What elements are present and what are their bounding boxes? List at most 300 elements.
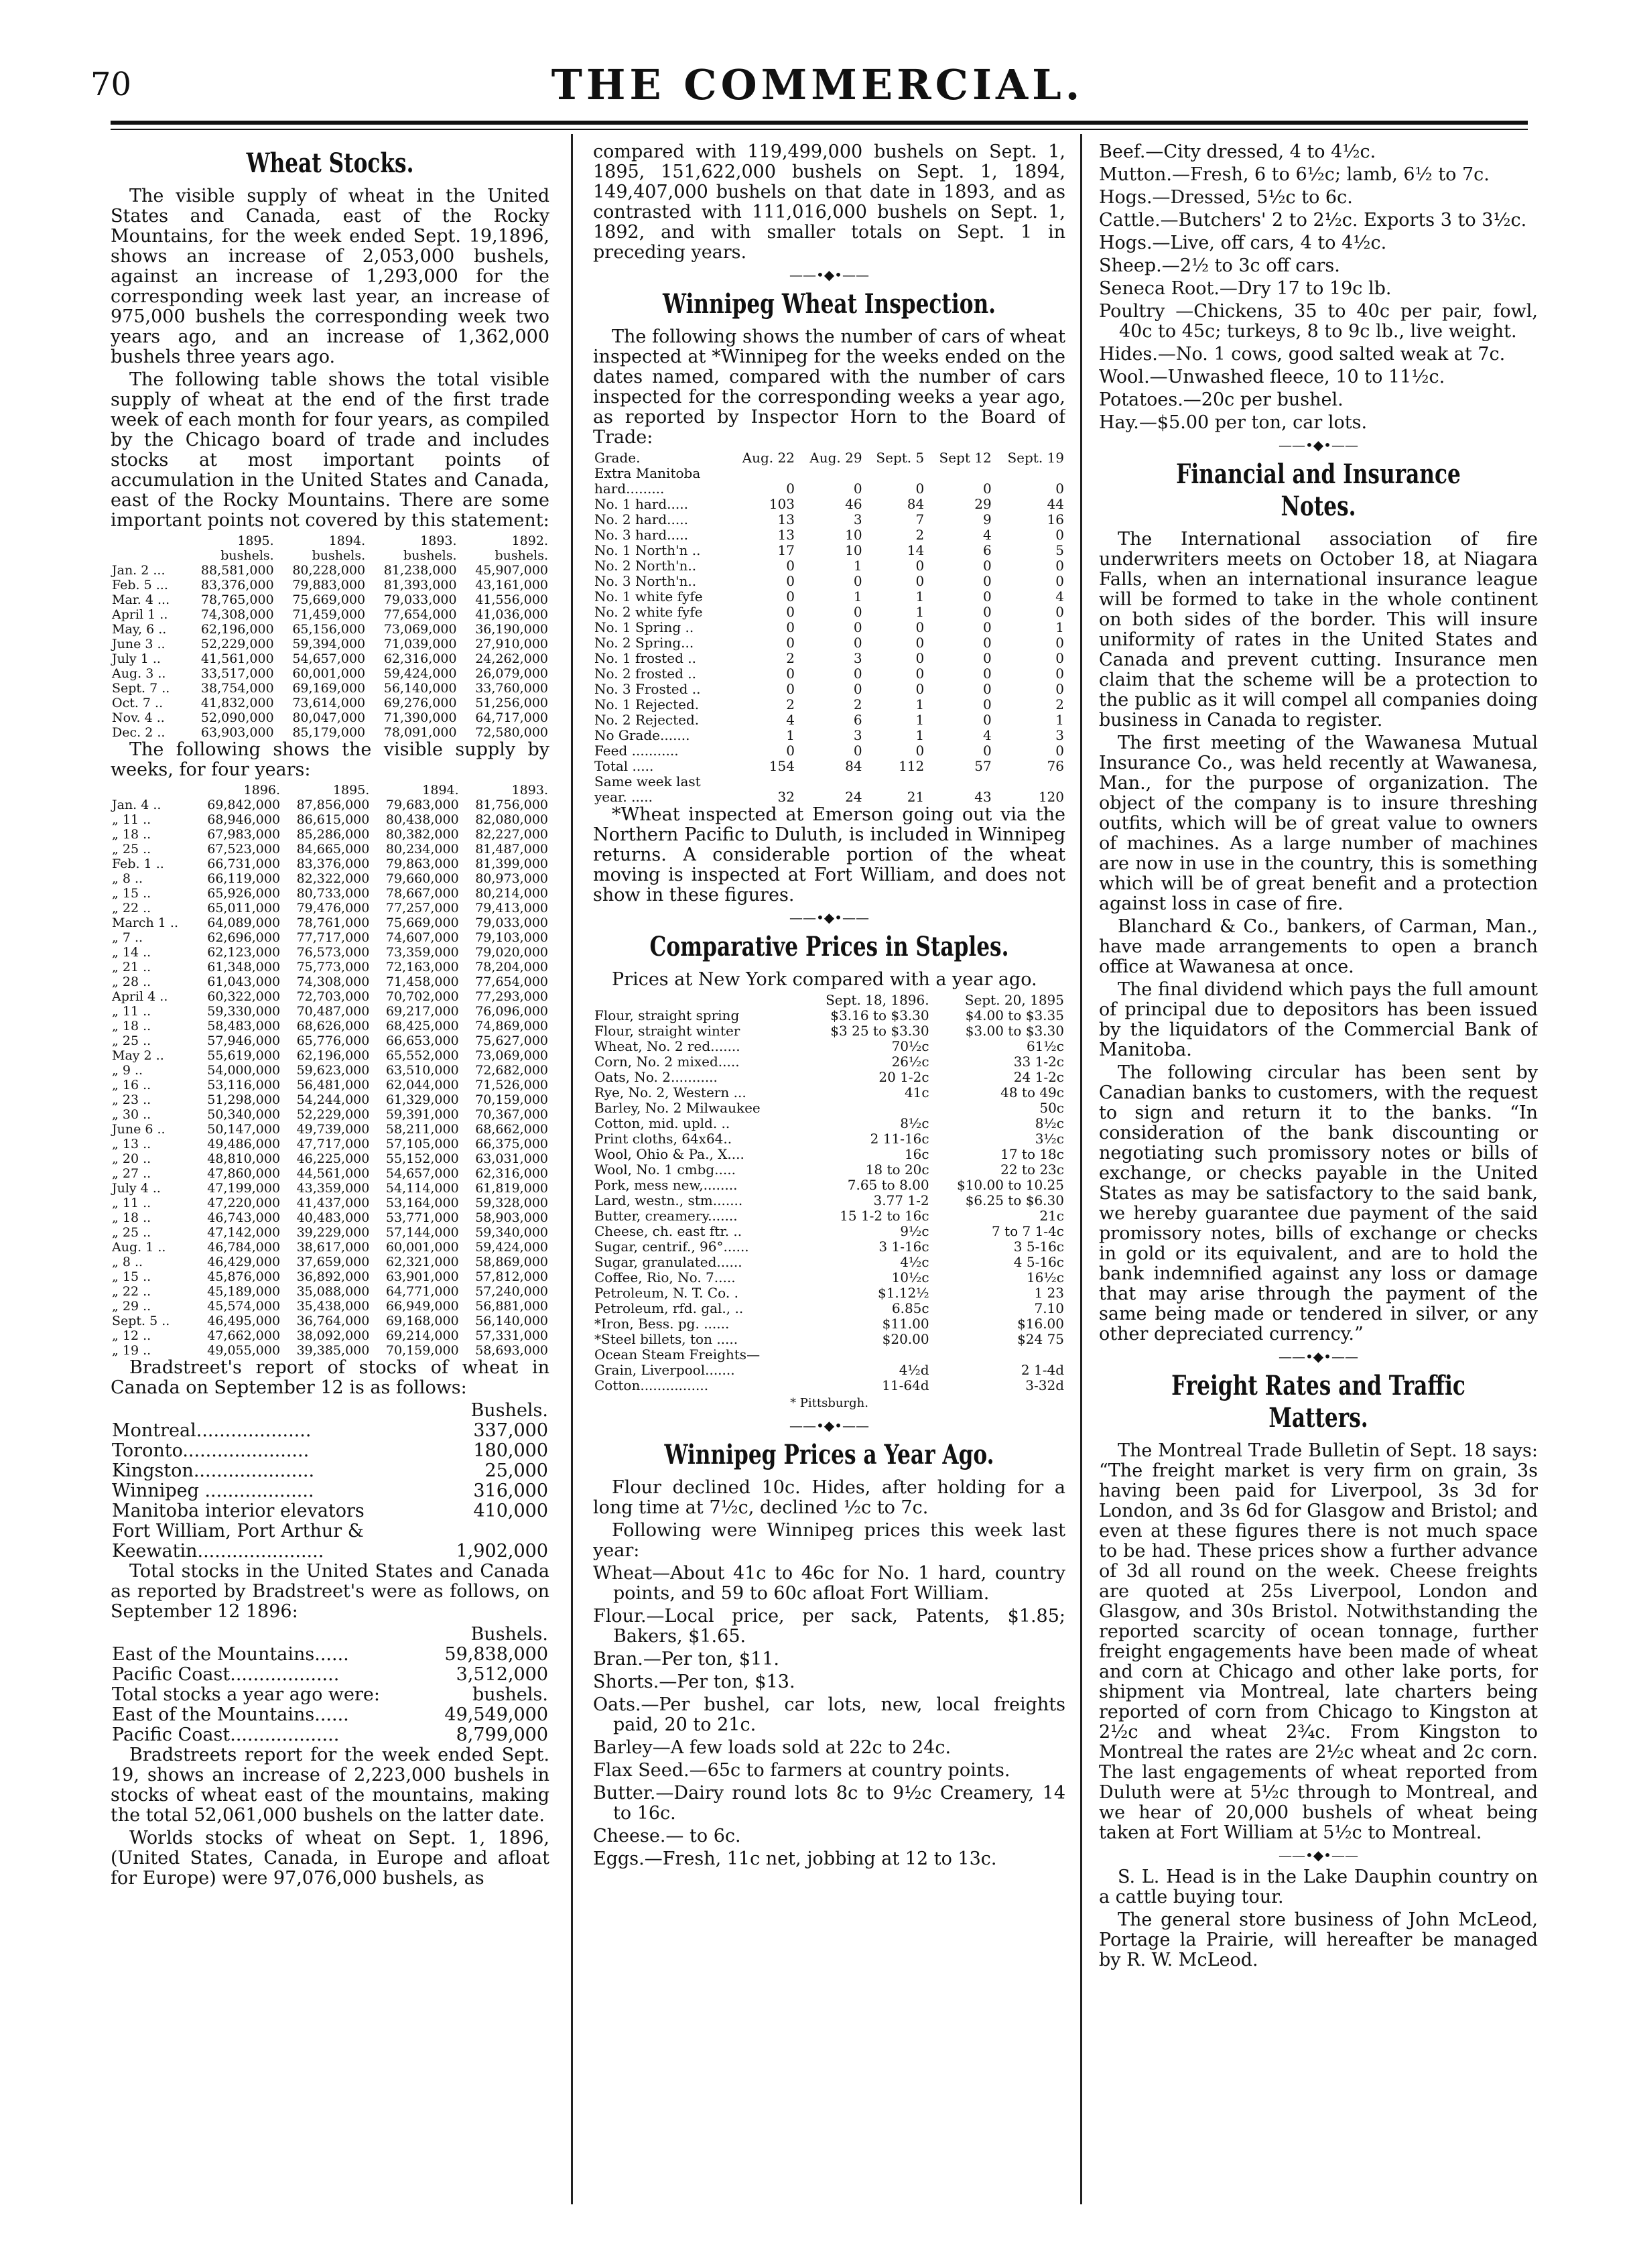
row-label [111, 548, 184, 563]
cell-value: 112 [899, 758, 925, 774]
cell-value: 47,717,000 [296, 1137, 370, 1151]
paragraph: The final dividend which pays the full amount of principal due to depositors has been issued by the liquidators of the Commercial Bank of Manitoba. [1099, 979, 1538, 1060]
cell-value: 78,765,000 [200, 592, 274, 607]
row-label [111, 783, 192, 798]
table-row [111, 681, 549, 696]
cell-value: 77,717,000 [296, 930, 370, 945]
row-label: „ 22 .. [112, 901, 151, 916]
cell-value [931, 1347, 1065, 1363]
cell-value: 1 [915, 696, 925, 712]
cell-value: 0 [915, 481, 925, 497]
table-row [593, 774, 1065, 790]
list-item: Butter.—Dairy round lots 8c to 9½c Creamery, 14 to 16c. [593, 1783, 1065, 1824]
cell-value: 45,189,000 [207, 1284, 281, 1299]
table-row [593, 1008, 1065, 1023]
row-label: Total ..... [594, 758, 654, 774]
cell-value: 73,614,000 [292, 696, 366, 710]
row-label: Grain, Liverpool....... [594, 1362, 735, 1378]
table-row [111, 592, 549, 607]
table-row [593, 1054, 1065, 1070]
cell-value: 8,799,000 [456, 1724, 548, 1745]
row-label: No. 1 Spring .. [594, 619, 694, 635]
cell-value: 27,910,000 [475, 637, 548, 651]
table-row [593, 605, 1065, 620]
cell-value: 0 [786, 558, 795, 574]
cell-value: 69,842,000 [207, 798, 281, 812]
cell-value: 72,580,000 [475, 725, 548, 740]
table-row [111, 857, 549, 871]
row-label: East of the Mountains...... [112, 1704, 349, 1725]
row-label: „ 27 .. [112, 1166, 151, 1181]
row-label [111, 533, 184, 548]
cell-value: 2 1-4d [1021, 1362, 1064, 1378]
cell-value: 3 [1055, 727, 1064, 743]
cell-value: 62,321,000 [385, 1255, 459, 1269]
cell-value [800, 1347, 931, 1363]
list-item: Flour.—Local price, per sack, Patents, $1.85; Bakers, $1.65. [593, 1606, 1065, 1647]
cell-value: 88,581,000 [200, 563, 274, 578]
table-row [111, 1705, 549, 1725]
cell-value: 1 [853, 588, 862, 605]
cell-value: 3,512,000 [456, 1664, 548, 1685]
row-label: Coffee, Rio, No. 7..... [594, 1269, 736, 1285]
row-label: „ 13 .. [112, 1137, 151, 1151]
cell-value [925, 466, 992, 481]
table-row [111, 1441, 549, 1461]
cell-value: 1895. [332, 783, 370, 798]
cell-value: $11.00 [882, 1316, 929, 1332]
row-label: Sept. 5 .. [112, 1314, 170, 1328]
table-row [593, 527, 1065, 543]
row-label: Same week last [594, 773, 701, 790]
cell-value: 49,549,000 [444, 1704, 548, 1725]
cell-value: 58,869,000 [475, 1255, 548, 1269]
cell-value: 0 [982, 619, 992, 635]
list-item: Hogs.—Dressed, 5½c to 6c. [1099, 187, 1353, 208]
row-label: „ 11 .. [112, 812, 151, 827]
cell-value: 52,229,000 [296, 1107, 370, 1122]
cell-value: 77,654,000 [475, 974, 548, 989]
cell-value: 154 [769, 758, 795, 774]
cell-value: 59,424,000 [383, 666, 457, 681]
cell-value: 66,949,000 [385, 1299, 459, 1314]
cell-value: 43,161,000 [475, 578, 548, 592]
column-divider [1080, 134, 1082, 2204]
table-row [593, 1131, 1065, 1147]
table-row [593, 497, 1065, 512]
cell-value: 59,391,000 [385, 1107, 459, 1122]
row-label: No Grade....... [594, 727, 690, 743]
cell-value: 62,196,000 [296, 1048, 370, 1063]
row-label: No. 3 North'n.. [594, 573, 697, 589]
row-label: No. 2 hard..... [594, 511, 688, 527]
cell-value: 0 [982, 573, 992, 589]
cell-value: 45,876,000 [207, 1269, 281, 1284]
cell-value: 7.10 [1034, 1300, 1064, 1316]
cell-value: 47,662,000 [207, 1328, 281, 1343]
table-header-row [593, 993, 1065, 1008]
cell-value: 1895. [237, 533, 274, 548]
table-row [111, 607, 549, 622]
cell-value: 0 [1055, 635, 1064, 651]
cell-value: 0 [786, 481, 795, 497]
table-row [593, 1224, 1065, 1239]
row-label: Pacific Coast................... [112, 1724, 340, 1745]
cell-value: 47,220,000 [207, 1196, 281, 1210]
cell-value: 64,717,000 [475, 710, 548, 725]
cell-value: 62,123,000 [207, 945, 281, 960]
cell-value: 44 [1047, 496, 1064, 512]
paragraph: compared with 119,499,000 bushels on Sept. 1, 1895, 151,622,000 bushels on Sept. 1, 1894, 149,407,000 bushels on that date in 1893, and as contrasted with 111,016,000 bushels on Sept. 1, 1892, and with smaller totals on Sept. 1 in preceding years. [593, 142, 1065, 263]
table-row [111, 1004, 549, 1019]
cell-value: 0 [786, 604, 795, 620]
row-label: No. 2 North'n.. [594, 558, 697, 574]
section-separator: ——•◆•—— [1279, 1847, 1358, 1863]
cell-value: 63,031,000 [475, 1151, 548, 1166]
cell-value: 38,754,000 [200, 681, 274, 696]
header-rule-thick [111, 121, 1528, 125]
cell-value: 6.85c [891, 1300, 929, 1316]
row-label: „ 18 .. [112, 827, 151, 842]
cell-value: 41c [904, 1084, 929, 1100]
table-row [111, 1019, 549, 1033]
cell-value: bushels. [403, 548, 457, 563]
cell-value: 4 [1055, 588, 1064, 605]
cell-value: 24 1-2c [1013, 1069, 1064, 1085]
table-row [593, 635, 1065, 651]
cell-value: 54,657,000 [292, 651, 366, 666]
table-row [111, 622, 549, 637]
cell-value: 36,764,000 [296, 1314, 370, 1328]
cell-value: 62,316,000 [475, 1166, 548, 1181]
table-row [111, 1151, 549, 1166]
cell-value: 81,238,000 [383, 563, 457, 578]
footnote: * Pittsburgh. [790, 1396, 868, 1410]
row-label: „ 16 .. [112, 1078, 151, 1092]
cell-value: Aug. 29 [809, 450, 862, 466]
section-separator: ——•◆•—— [789, 1418, 869, 1434]
cell-value: 82,080,000 [475, 812, 548, 827]
cell-value: 84,665,000 [296, 842, 370, 857]
cell-value: 3 [853, 727, 862, 743]
cell-value: 79,863,000 [385, 857, 459, 871]
row-label: „ 11 .. [112, 1196, 151, 1210]
row-label: „ 11 .. [112, 1004, 151, 1019]
row-label: Flour, straight winter [594, 1023, 740, 1039]
cell-value: $16.00 [1017, 1316, 1064, 1332]
section-separator: ——•◆•—— [789, 267, 869, 283]
cell-value: 2 [786, 696, 795, 712]
cell-value: 57,331,000 [475, 1328, 548, 1343]
cell-value [431, 1521, 549, 1541]
cell-value: 0 [915, 743, 925, 759]
row-label: Flour, straight spring [594, 1007, 740, 1023]
row-label: April 4 .. [112, 989, 168, 1004]
table-row [111, 1137, 549, 1151]
cell-value: 78,761,000 [296, 916, 370, 930]
cell-value: 82,227,000 [475, 827, 548, 842]
cell-value: 16 [1047, 511, 1064, 527]
cell-value: 10 [845, 542, 862, 558]
paragraph: Flour declined 10c. Hides, after holding for a long time at 7½c, declined ½c to 7c. [593, 1477, 1065, 1518]
cell-value: 52,090,000 [200, 710, 274, 725]
cell-value: 0 [853, 635, 862, 651]
row-label: No. 1 hard..... [594, 496, 688, 512]
cell-value: 81,399,000 [475, 857, 548, 871]
row-label: year. ..... [594, 789, 653, 805]
row-label: Corn, No. 2 mixed..... [594, 1054, 740, 1070]
table-row [593, 1301, 1065, 1316]
table-row [593, 682, 1065, 697]
cell-value: Sept. 19 [1007, 450, 1064, 466]
row-label: „ 22 .. [112, 1284, 151, 1299]
table-row [111, 974, 549, 989]
cell-value: 79,660,000 [385, 871, 459, 886]
cell-value: 54,244,000 [296, 1092, 370, 1107]
table-row [593, 1193, 1065, 1208]
cell-value: 47,860,000 [207, 1166, 281, 1181]
cell-value: 75,773,000 [296, 960, 370, 974]
cell-value: 71,458,000 [385, 974, 459, 989]
table-row [593, 1316, 1065, 1332]
row-label: Wheat, No. 2 red....... [594, 1038, 740, 1054]
row-label: „ 7 .. [112, 930, 143, 945]
list-item: Potatoes.—20c per bushel. [1099, 389, 1344, 410]
section-separator: ——•◆•—— [1279, 437, 1358, 453]
row-label: No. 3 Frosted .. [594, 681, 701, 697]
row-label: Cheese, ch. east ftr. .. [594, 1223, 742, 1239]
cell-value: 60,001,000 [292, 666, 366, 681]
row-label: Lard, westn., stm....... [594, 1192, 743, 1208]
cell-value [728, 774, 796, 790]
cell-value: 61,348,000 [207, 960, 281, 974]
row-label: „ 8 .. [112, 1255, 143, 1269]
cell-value: 337,000 [473, 1420, 548, 1441]
cell-value: 46,225,000 [296, 1151, 370, 1166]
cell-value: 0 [853, 681, 862, 697]
cell-value: 57,812,000 [475, 1269, 548, 1284]
cell-value: 77,654,000 [383, 607, 457, 622]
cell-value: 73,069,000 [475, 1048, 548, 1063]
row-label: Keewatin...................... [112, 1541, 324, 1562]
cell-value: 0 [1055, 681, 1064, 697]
paragraph: Bradstreets report for the week ended Sept. 19, shows an increase of 2,223,000 bushels in stocks of wheat east of the mountains, making the total 52,061,000 bushels on the latter date. [111, 1745, 549, 1826]
cell-value: 64,771,000 [385, 1284, 459, 1299]
row-label: „ 21 .. [112, 960, 151, 974]
cell-value: 0 [915, 558, 925, 574]
page-number: 70 [90, 66, 132, 103]
cell-value: 41,556,000 [475, 592, 548, 607]
list-item: Shorts.—Per ton, $13. [593, 1672, 795, 1692]
table-header-row [111, 533, 549, 548]
table-row [111, 960, 549, 974]
list-item: Hides.—No. 1 cows, good salted weak at 7c. [1099, 344, 1506, 365]
cell-value: 0 [1055, 573, 1064, 589]
cell-value: 81,487,000 [475, 842, 548, 857]
cell-value: 48 to 49c [1000, 1084, 1064, 1100]
cell-value: 0 [915, 681, 925, 697]
list-item: Bran.—Per ton, $11. [593, 1649, 780, 1670]
cell-value: 33,760,000 [475, 681, 548, 696]
cell-value: $6.25 to $6.30 [965, 1192, 1064, 1208]
cell-value: 49,486,000 [207, 1137, 281, 1151]
table-row [111, 1166, 549, 1181]
table-row [111, 1314, 549, 1328]
table-row [593, 1100, 1065, 1116]
cell-value: 84 [845, 758, 862, 774]
comparative-prices-table [593, 993, 1065, 1393]
cell-value: 4½d [899, 1362, 929, 1378]
table-row [593, 697, 1065, 712]
cell-value: 66,653,000 [385, 1033, 459, 1048]
cell-value [993, 466, 1065, 481]
table-header-row [111, 783, 549, 798]
cell-value: 0 [786, 681, 795, 697]
cell-value: 70,487,000 [296, 1004, 370, 1019]
cell-value: 103 [769, 496, 795, 512]
cell-value: bushels. [220, 548, 274, 563]
table-row [111, 1299, 549, 1314]
cell-value: 80,973,000 [475, 871, 548, 886]
cell-value: 0 [853, 604, 862, 620]
table-row [111, 1269, 549, 1284]
cell-value: 0 [982, 696, 992, 712]
cell-value: 0 [786, 573, 795, 589]
table-row [593, 712, 1065, 728]
cell-value: 51,298,000 [207, 1092, 281, 1107]
row-label: Wool, No. 1 cmbg..... [594, 1161, 736, 1178]
cell-value: 1 [915, 604, 925, 620]
table-row [111, 1725, 549, 1745]
table-row [593, 1363, 1065, 1378]
row-label [593, 993, 800, 1008]
row-label: No. 1 white fyfe [594, 588, 703, 605]
cell-value: $24 75 [1017, 1331, 1064, 1347]
financial-notes [1099, 529, 1538, 1344]
cell-value [864, 774, 926, 790]
row-label: Rye, No. 2, Western ... [594, 1084, 746, 1100]
row-label: „ 15 .. [112, 1269, 151, 1284]
cell-value: 11-64d [882, 1377, 929, 1393]
cell-value: 69,214,000 [385, 1328, 459, 1343]
cell-value: 65,552,000 [385, 1048, 459, 1063]
cell-value: 72,163,000 [385, 960, 459, 974]
table-row [111, 812, 549, 827]
cell-value: 44,561,000 [296, 1166, 370, 1181]
row-label: Petroleum, N. T. Co. . [594, 1285, 738, 1301]
misc-notes [1099, 1867, 1538, 1970]
table-row [111, 1181, 549, 1196]
cell-value: 120 [1038, 789, 1064, 805]
table-row [111, 1240, 549, 1255]
list-item: Mutton.—Fresh, 6 to 6½c; lamb, 6½ to 7c. [1099, 164, 1490, 185]
table-row [111, 1343, 549, 1358]
cell-value: 72,682,000 [475, 1063, 548, 1078]
table-row [111, 1461, 549, 1481]
row-label: Grade. [594, 450, 641, 466]
cell-value: bushels. [495, 548, 548, 563]
table-row [111, 989, 549, 1004]
cell-value: 16½c [1026, 1269, 1064, 1285]
cell-value: 53,116,000 [207, 1078, 281, 1092]
cell-value: 0 [915, 619, 925, 635]
cell-value: 67,523,000 [207, 842, 281, 857]
row-label: „ 9 .. [112, 1063, 143, 1078]
cell-value: 66,731,000 [207, 857, 281, 871]
cell-value: 1 [1055, 712, 1064, 728]
cell-value: 0 [982, 666, 992, 682]
cell-value: 56,140,000 [475, 1314, 548, 1328]
table-row [111, 945, 549, 960]
cell-value: 32 [777, 789, 795, 805]
row-label: June 6 .. [112, 1122, 166, 1137]
table-row [111, 696, 549, 710]
cell-value: 0 [853, 666, 862, 682]
cell-value: 79,413,000 [475, 901, 548, 916]
section-title-freight: Freight Rates and Traffic Matters. [1171, 1370, 1465, 1434]
cell-value: 0 [915, 573, 925, 589]
row-label: No. 1 North'n .. [594, 542, 701, 558]
cell-value: $3.16 to $3.30 [830, 1007, 929, 1023]
cell-value: 41,832,000 [200, 696, 274, 710]
cell-value: 0 [1055, 604, 1064, 620]
cell-value: 80,228,000 [292, 563, 366, 578]
row-label: East of the Mountains...... [112, 1644, 349, 1665]
row-label: Extra Manitoba [594, 465, 701, 481]
list-item: Flax Seed.—65c to farmers at country points. [593, 1760, 1010, 1781]
cell-value: 57,240,000 [475, 1284, 548, 1299]
cell-value: bushels. [472, 1684, 548, 1705]
cell-value: 78,091,000 [383, 725, 457, 740]
cell-value: 80,382,000 [385, 827, 459, 842]
cell-value: 0 [915, 666, 925, 682]
cell-value: 47,199,000 [207, 1181, 281, 1196]
cell-value: 3.77 1-2 [873, 1192, 929, 1208]
cell-value: 0 [1055, 527, 1064, 543]
row-label: No. 2 white fyfe [594, 604, 703, 620]
cell-value: 10 [845, 527, 862, 543]
table-row [111, 1033, 549, 1048]
cell-value: 8½c [900, 1115, 929, 1131]
cell-value: 77,293,000 [475, 989, 548, 1004]
cell-value: 3 [853, 650, 862, 666]
row-label: Petroleum, rfd. gal., .. [594, 1300, 744, 1316]
cell-value: 21c [1039, 1208, 1064, 1224]
cell-value: 316,000 [473, 1480, 548, 1501]
cell-value: 1 [915, 727, 925, 743]
row-label: „ 25 .. [112, 842, 151, 857]
column-divider [571, 134, 573, 2204]
cell-value: $1.12½ [877, 1285, 929, 1301]
bradstreet-canada-table [111, 1401, 549, 1562]
cell-value: 55,619,000 [207, 1048, 281, 1063]
cell-value: 2 11-16c [870, 1131, 929, 1147]
cell-value: 1892. [511, 533, 548, 548]
cell-value: 0 [1055, 743, 1064, 759]
cell-value: 0 [982, 681, 992, 697]
cell-value: 17 [777, 542, 795, 558]
row-label: „ 20 .. [112, 1151, 151, 1166]
cell-value: 68,626,000 [296, 1019, 370, 1033]
list-item: Sheep.—2½ to 3c off cars. [1099, 255, 1340, 276]
cell-value: 54,657,000 [385, 1166, 459, 1181]
cell-value: 61½c [1026, 1038, 1064, 1054]
table-row [111, 916, 549, 930]
paragraph: The following shows the number of cars of wheat inspected at *Winnipeg for the weeks ended on the dates named, compared with the number of cars inspected for the corresponding weeks a year ago, as reported by Inspector Horn to the Board of Trade: [593, 326, 1065, 448]
section-title-comparative-prices: Comparative Prices in Staples. [649, 931, 1009, 962]
table-row [111, 1092, 549, 1107]
cell-value: 35,438,000 [296, 1299, 370, 1314]
